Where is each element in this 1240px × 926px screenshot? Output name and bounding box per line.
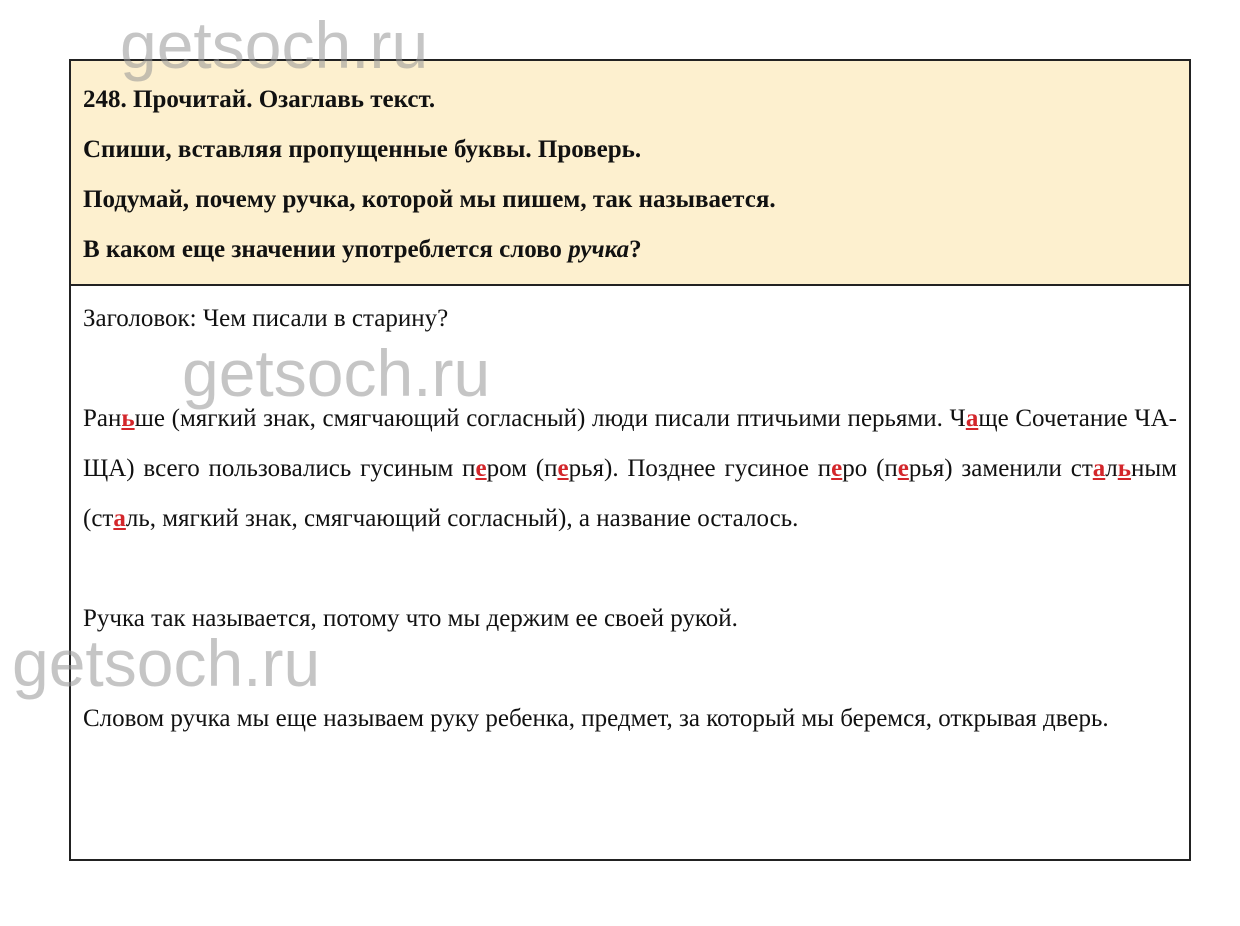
- text-fragment: ль, мягкий знак, смягчающий согласный), а название осталось.: [125, 505, 799, 532]
- task-text: ?: [629, 236, 642, 263]
- watermark: getsoch.ru: [120, 8, 429, 82]
- watermark: getsoch.ru: [12, 626, 321, 700]
- inserted-letter: а: [965, 405, 979, 432]
- answer-paragraph: Ручка так называется, потому что мы держим ее своей рукой.: [83, 605, 738, 632]
- text-fragment: ше (мягкий знак, смягчающий согласный) люди писали птичьими перьями. Ч: [134, 405, 966, 432]
- text-fragment: ром (п: [486, 455, 558, 482]
- text-fragment: ным (ст: [83, 455, 1177, 532]
- inserted-letter: а: [1092, 455, 1106, 482]
- task-line: [83, 225, 1177, 275]
- inserted-letter: е: [557, 455, 569, 482]
- text-fragment: ще Сочетание ЧА-ЩА) всего пользовались гусиным п: [83, 405, 1177, 482]
- inserted-letter: ь: [1117, 455, 1131, 482]
- text-fragment: ро (п: [842, 455, 898, 482]
- task-line: Спиши, вставляя пропущенные буквы. Проверь.: [83, 136, 642, 163]
- task-header: [71, 61, 1189, 286]
- task-line: 248. Прочитай. Озаглавь текст.: [83, 86, 436, 113]
- answer-section: [71, 286, 1189, 744]
- exercise-table: [69, 59, 1191, 861]
- task-italic-word: ручка: [568, 236, 630, 263]
- answer-heading: Заголовок: Чем писали в старину?: [83, 305, 449, 332]
- watermark: getsoch.ru: [182, 336, 491, 410]
- inserted-letter: е: [831, 455, 843, 482]
- text-fragment: рья) заменили ст: [908, 455, 1093, 482]
- text-fragment: л: [1105, 455, 1118, 482]
- inserted-letter: а: [113, 505, 126, 532]
- text-fragment: рья). Позднее гусиное п: [568, 455, 832, 482]
- task-line: Подумай, почему ручка, которой мы пишем, так называется.: [83, 186, 776, 213]
- text-fragment: Ран: [83, 405, 122, 432]
- answer-paragraph: Словом ручка мы еще называем руку ребенка, предмет, за который мы беремся, открывая дверь.: [83, 705, 1109, 732]
- inserted-letter: е: [475, 455, 487, 482]
- answer-paragraph: [83, 394, 1177, 544]
- task-text: В каком еще значении употреблется слово: [83, 236, 569, 263]
- inserted-letter: ь: [121, 405, 135, 432]
- inserted-letter: е: [897, 455, 909, 482]
